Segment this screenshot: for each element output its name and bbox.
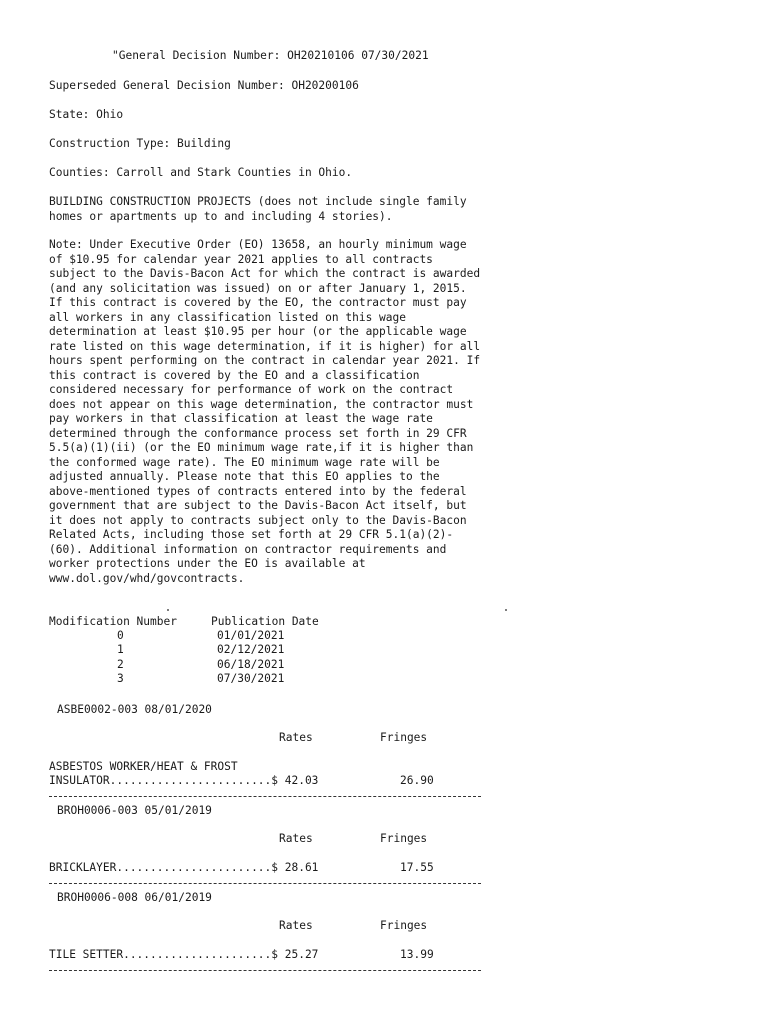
superseded-decision-line: Superseded General Decision Number: OH20200106: [49, 79, 359, 92]
publication-date: 01/01/2021: [217, 629, 285, 642]
construction-type-line: Construction Type: Building: [49, 137, 231, 150]
modification-number: 0: [117, 629, 124, 642]
section-divider: [49, 883, 481, 884]
fringes-column-label: Fringes: [380, 731, 428, 744]
state-line: State: Ohio: [49, 108, 124, 121]
scan-speck: [167, 609, 169, 611]
section-divider: [49, 796, 481, 797]
counties-line: Counties: Carroll and Stark Counties in Ohio.: [49, 166, 353, 179]
section-code: ASBE0002-003 08/01/2020: [57, 703, 212, 716]
rates-column-label: Rates: [279, 832, 313, 845]
classification-fringe: 17.55: [400, 861, 434, 874]
publication-date: 06/18/2021: [217, 658, 285, 671]
classification-fringe: 13.99: [400, 948, 434, 961]
publication-date-header: Publication Date: [211, 615, 319, 628]
section-divider: [49, 970, 481, 971]
classification-rate: INSULATOR........................$ 42.03: [49, 774, 319, 787]
scan-speck: [505, 609, 507, 611]
publication-date: 07/30/2021: [217, 672, 285, 685]
modification-number: 2: [117, 658, 124, 671]
modification-number-header: Modification Number: [49, 615, 177, 628]
classification-rate: BRICKLAYER.......................$ 28.61: [49, 861, 319, 874]
section-code: BROH0006-008 06/01/2019: [57, 891, 212, 904]
classification-fringe: 26.90: [400, 774, 434, 787]
rates-column-label: Rates: [279, 919, 313, 932]
executive-order-note: Note: Under Executive Order (EO) 13658, an hourly minimum wage of $10.95 for calendar year 2021 applies to all contracts subject to the Davis-Bacon Act for which the contract is awarded (and any solicitation was issued) on or after January 1, 2015. If this contract is covered by the EO, the contractor must pay all workers in any classification listed on this wage determination at least $10.95 per hour (or the applicable wage rate listed on this wage determination, if it is higher) for all hours spent performing on the contract in calendar year 2021. If this contract is covered by the EO and a classification considered necessary for performance of work on the contract does not appear on this wage determination, the contractor must pay workers in that classification at least the wage rate determined through the conformance process set forth in 29 CFR 5.5(a)(1)(ii) (or the EO minimum wage rate,if it is higher than the conformed wage rate). The EO minimum wage rate will be adjusted annually. Please note that this EO applies to the above-mentioned types of contracts entered into by the federal government that are subject to the Davis-Bacon Act itself, but it does not apply to contracts subject only to the Davis-Bacon Related Acts, including those set forth at 29 CFR 5.1(a)(2)-(60). Additional information on contractor requirements and worker protections under the EO is available at www.dol.gov/whd/govcontracts.: [49, 238, 481, 585]
publication-date: 02/12/2021: [217, 643, 285, 656]
modification-number: 3: [117, 672, 124, 685]
classification-rate: TILE SETTER......................$ 25.27: [49, 948, 319, 961]
fringes-column-label: Fringes: [380, 919, 428, 932]
project-scope-paragraph: BUILDING CONSTRUCTION PROJECTS (does not include single family homes or apartments up to and including 4 stories).: [49, 195, 467, 223]
modification-number: 1: [117, 643, 124, 656]
fringes-column-label: Fringes: [380, 832, 428, 845]
rates-column-label: Rates: [279, 731, 313, 744]
decision-number-line: "General Decision Number: OH20210106 07/30/2021: [112, 49, 429, 62]
classification-name: ASBESTOS WORKER/HEAT & FROST: [49, 760, 238, 773]
section-code: BROH0006-003 05/01/2019: [57, 804, 212, 817]
